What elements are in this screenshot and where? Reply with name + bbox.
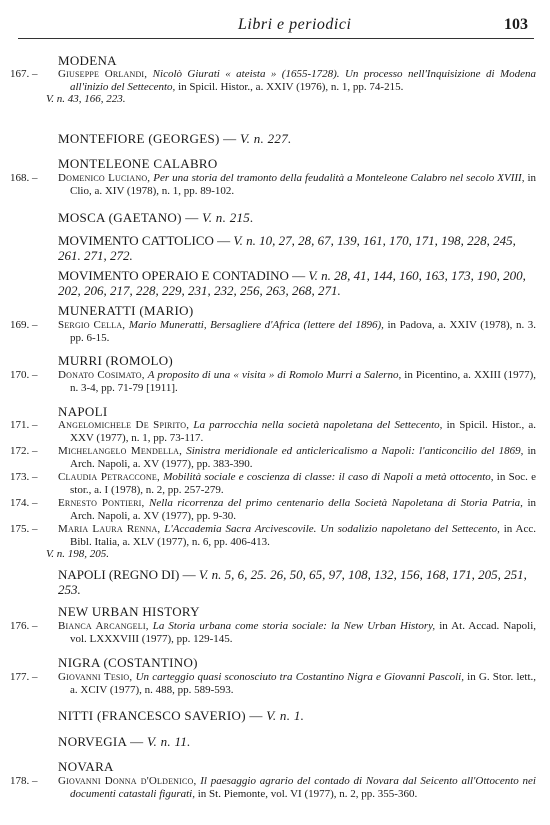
entry-177 — [10, 671, 536, 696]
entry-author: Domenico Luciano, — [58, 172, 151, 184]
heading-monteleone: MONTELEONE CALABRO — [58, 156, 218, 171]
entry-publication: in Padova, a. XXIV (1978), n. 3. pp. 6-15. — [70, 319, 536, 344]
heading-movimento-operaio — [58, 269, 528, 298]
entry-publication: in At. Accad. Napoli, vol. LXXXVIII (1977), pp. 129-145. — [70, 620, 537, 645]
entry-publication: in Arch. Napoli, a. XV (1977), pp. 9-30. — [70, 497, 537, 522]
entry-title: Nicolò Giurati « ateista » (1655-1728). Un processo nell'Inquisizione di Modena all'inizio del Settecento, — [70, 68, 537, 93]
entry-title: A proposito di una « visita » di Romolo Murri a Salerno, — [147, 369, 402, 381]
heading-novara: NOVARA — [58, 759, 114, 774]
entry-author: Ernesto Pontieri, — [58, 497, 145, 509]
entry-text — [58, 369, 536, 394]
heading-new-urban-history: NEW URBAN HISTORY — [58, 604, 200, 619]
entry-number: 167. – — [10, 68, 38, 80]
entry-168 — [10, 172, 536, 197]
heading-movimento-cattolico — [58, 234, 528, 263]
entry-number: 175. – — [10, 523, 38, 535]
entry-text — [58, 671, 536, 696]
entry-publication: in Spicil. Histor., a. XXIV (1976), n. 1, pp. 74-215. — [175, 80, 404, 93]
entry-author: Angelomichele De Spirito, — [58, 419, 190, 431]
cross-reference: V. n. 227. — [240, 131, 292, 146]
entry-publication: in St. Piemonte, vol. VI (1977), n. 2, pp. 355-360. — [194, 787, 418, 800]
heading-label: NAPOLI (REGNO DI) — — [58, 567, 196, 582]
entry-178 — [10, 775, 536, 800]
entry-176 — [10, 620, 536, 645]
heading-montefiore — [58, 131, 292, 147]
entry-174 — [10, 497, 536, 522]
entry-title: L'Accademia Sacra Arcivescovile. Un sodalizio napoletano del Settecento, — [164, 523, 500, 535]
heading-mosca — [58, 210, 254, 226]
entry-title: La parrocchia nella società napoletana del Settecento, — [193, 419, 443, 431]
entry-167 — [10, 68, 536, 106]
entry-number: 169. – — [10, 319, 38, 331]
entry-text — [58, 319, 536, 344]
entry-author: Michelangelo Mendella, — [58, 445, 183, 457]
entry-title: Nella ricorrenza del primo centenario della Società Napoletana di Storia Patria, — [149, 497, 523, 509]
entry-publication: in Picentino, a. XXIII (1977), n. 3-4, pp. 71-79 [1911]. — [70, 369, 536, 394]
entry-text — [58, 68, 536, 93]
heading-label: MOVIMENTO CATTOLICO — — [58, 233, 231, 248]
heading-label: NITTI (FRANCESCO SAVERIO) — — [58, 708, 263, 723]
running-header — [18, 14, 534, 38]
entry-number: 174. – — [10, 497, 38, 509]
entry-author: Giovanni Tesio, — [58, 671, 133, 683]
entry-175 — [10, 523, 536, 561]
running-title: Libri e periodici — [238, 16, 352, 33]
entry-title: Un carteggio quasi sconosciuto tra Costantino Nigra e Giovanni Pascoli, — [135, 671, 464, 683]
entry-author: Giuseppe Orlandi, — [58, 68, 148, 80]
entry-author: Sergio Cella, — [58, 319, 126, 331]
entry-publication: in Arch. Napoli, a. XV (1977), pp. 383-390. — [70, 445, 537, 470]
heading-napoli: NAPOLI — [58, 404, 108, 419]
heading-nitti — [58, 708, 304, 724]
entry-author: Claudia Petraccone, — [58, 471, 160, 483]
heading-nigra: NIGRA (COSTANTINO) — [58, 655, 198, 670]
entry-number: 170. – — [10, 369, 38, 381]
entry-author: Donato Cosimato, — [58, 369, 145, 381]
entry-publication: in Spicil. Histor., a. XXV (1977), n. 1, pp. 73-117. — [70, 419, 537, 444]
entry-173 — [10, 471, 536, 496]
cross-reference: V. n. 11. — [146, 734, 191, 749]
entry-title: Sinistra meridionale ed anticlericalismo a Napoli: l'anticoncilio del 1869, — [186, 445, 524, 457]
heading-napoli-regno — [58, 568, 528, 597]
heading-label: MOVIMENTO OPERAIO E CONTADINO — — [58, 268, 306, 283]
entry-author: Bianca Arcangeli, — [58, 620, 149, 632]
entry-number: 173. – — [10, 471, 38, 483]
heading-norvegia — [58, 734, 191, 750]
entry-text — [58, 445, 536, 470]
cross-reference: V. n. 10, 27, 28, 67, 139, 161, 170, 171, 198, 228, 245, 261. 271, 272. — [58, 233, 516, 263]
heading-label: NORVEGIA — — [58, 734, 144, 749]
entry-170 — [10, 369, 536, 394]
entry-number: 176. – — [10, 620, 38, 632]
heading-modena: MODENA — [58, 53, 117, 68]
entry-publication: in Acc. Bibl. Italia, a. XLV (1977), n. 6, pp. 406-413. — [70, 523, 536, 548]
entry-number: 177. – — [10, 671, 38, 683]
entry-172 — [10, 445, 536, 470]
entry-text — [58, 497, 536, 522]
entry-title: Mobilità sociale e coscienza di classe: il caso di Napoli a metà ottocento, — [163, 471, 494, 483]
entry-text — [58, 419, 536, 444]
entry-171 — [10, 419, 536, 444]
entry-author: Maria Laura Renna, — [58, 523, 161, 535]
entry-number: 172. – — [10, 445, 38, 457]
entry-text — [58, 775, 536, 800]
cross-reference: V. n. 28, 41, 144, 160, 163, 173, 190, 200, 202, 206, 217, 228, 229, 231, 232, 256, 263, 268, 271. — [58, 268, 526, 298]
entry-author: Giovanni Donna d'Oldenico, — [58, 775, 197, 787]
entry-text — [58, 620, 536, 645]
cross-reference: V. n. 215. — [202, 210, 254, 225]
heading-murri: MURRI (ROMOLO) — [58, 353, 174, 368]
cross-reference: V. n. 5, 6, 25. 26, 50, 65, 97, 108, 132, 156, 168, 171, 205, 251, 253. — [58, 567, 527, 597]
cross-reference: V. n. 1. — [266, 708, 305, 723]
header-rule — [18, 38, 534, 39]
heading-label: MOSCA (GAETANO) — — [58, 210, 199, 225]
cross-reference: V. n. 43, 166, 223. — [46, 93, 126, 106]
entry-number: 178. – — [10, 775, 38, 787]
entry-169 — [10, 319, 536, 344]
page-number: 103 — [504, 16, 528, 33]
entry-text — [58, 523, 536, 548]
heading-label: MONTEFIORE (GEORGES) — — [58, 131, 237, 146]
entry-number: 168. – — [10, 172, 38, 184]
entry-title: La Storia urbana come storia sociale: la New Urban History, — [152, 620, 436, 632]
heading-muneratti: MUNERATTI (MARIO) — [58, 303, 194, 318]
entry-title: Mario Muneratti, Bersagliere d'Africa (lettere del 1896), — [128, 319, 384, 331]
cross-reference: V. n. 198, 205. — [46, 548, 110, 561]
entry-title: Per una storia del tramonto della feudalità a Monteleone Calabro nel secolo XVIII, — [153, 172, 525, 184]
entry-publication: in Clio, a. XIV (1978), n. 1, pp. 89-102. — [70, 172, 536, 197]
entry-publication: in Soc. e stor., a. I (1978), n. 2, pp. 257-279. — [70, 471, 536, 496]
entry-number: 171. – — [10, 419, 38, 431]
entry-publication: in G. Stor. lett., a. XCIV (1977), n. 488, pp. 589-593. — [70, 671, 537, 696]
entry-text — [58, 172, 536, 197]
entry-text — [58, 471, 536, 496]
entry-title: Il paesaggio agrario del contado di Novara dal Seicento all'Ottocento nei documenti catastali figurati, — [70, 775, 536, 800]
